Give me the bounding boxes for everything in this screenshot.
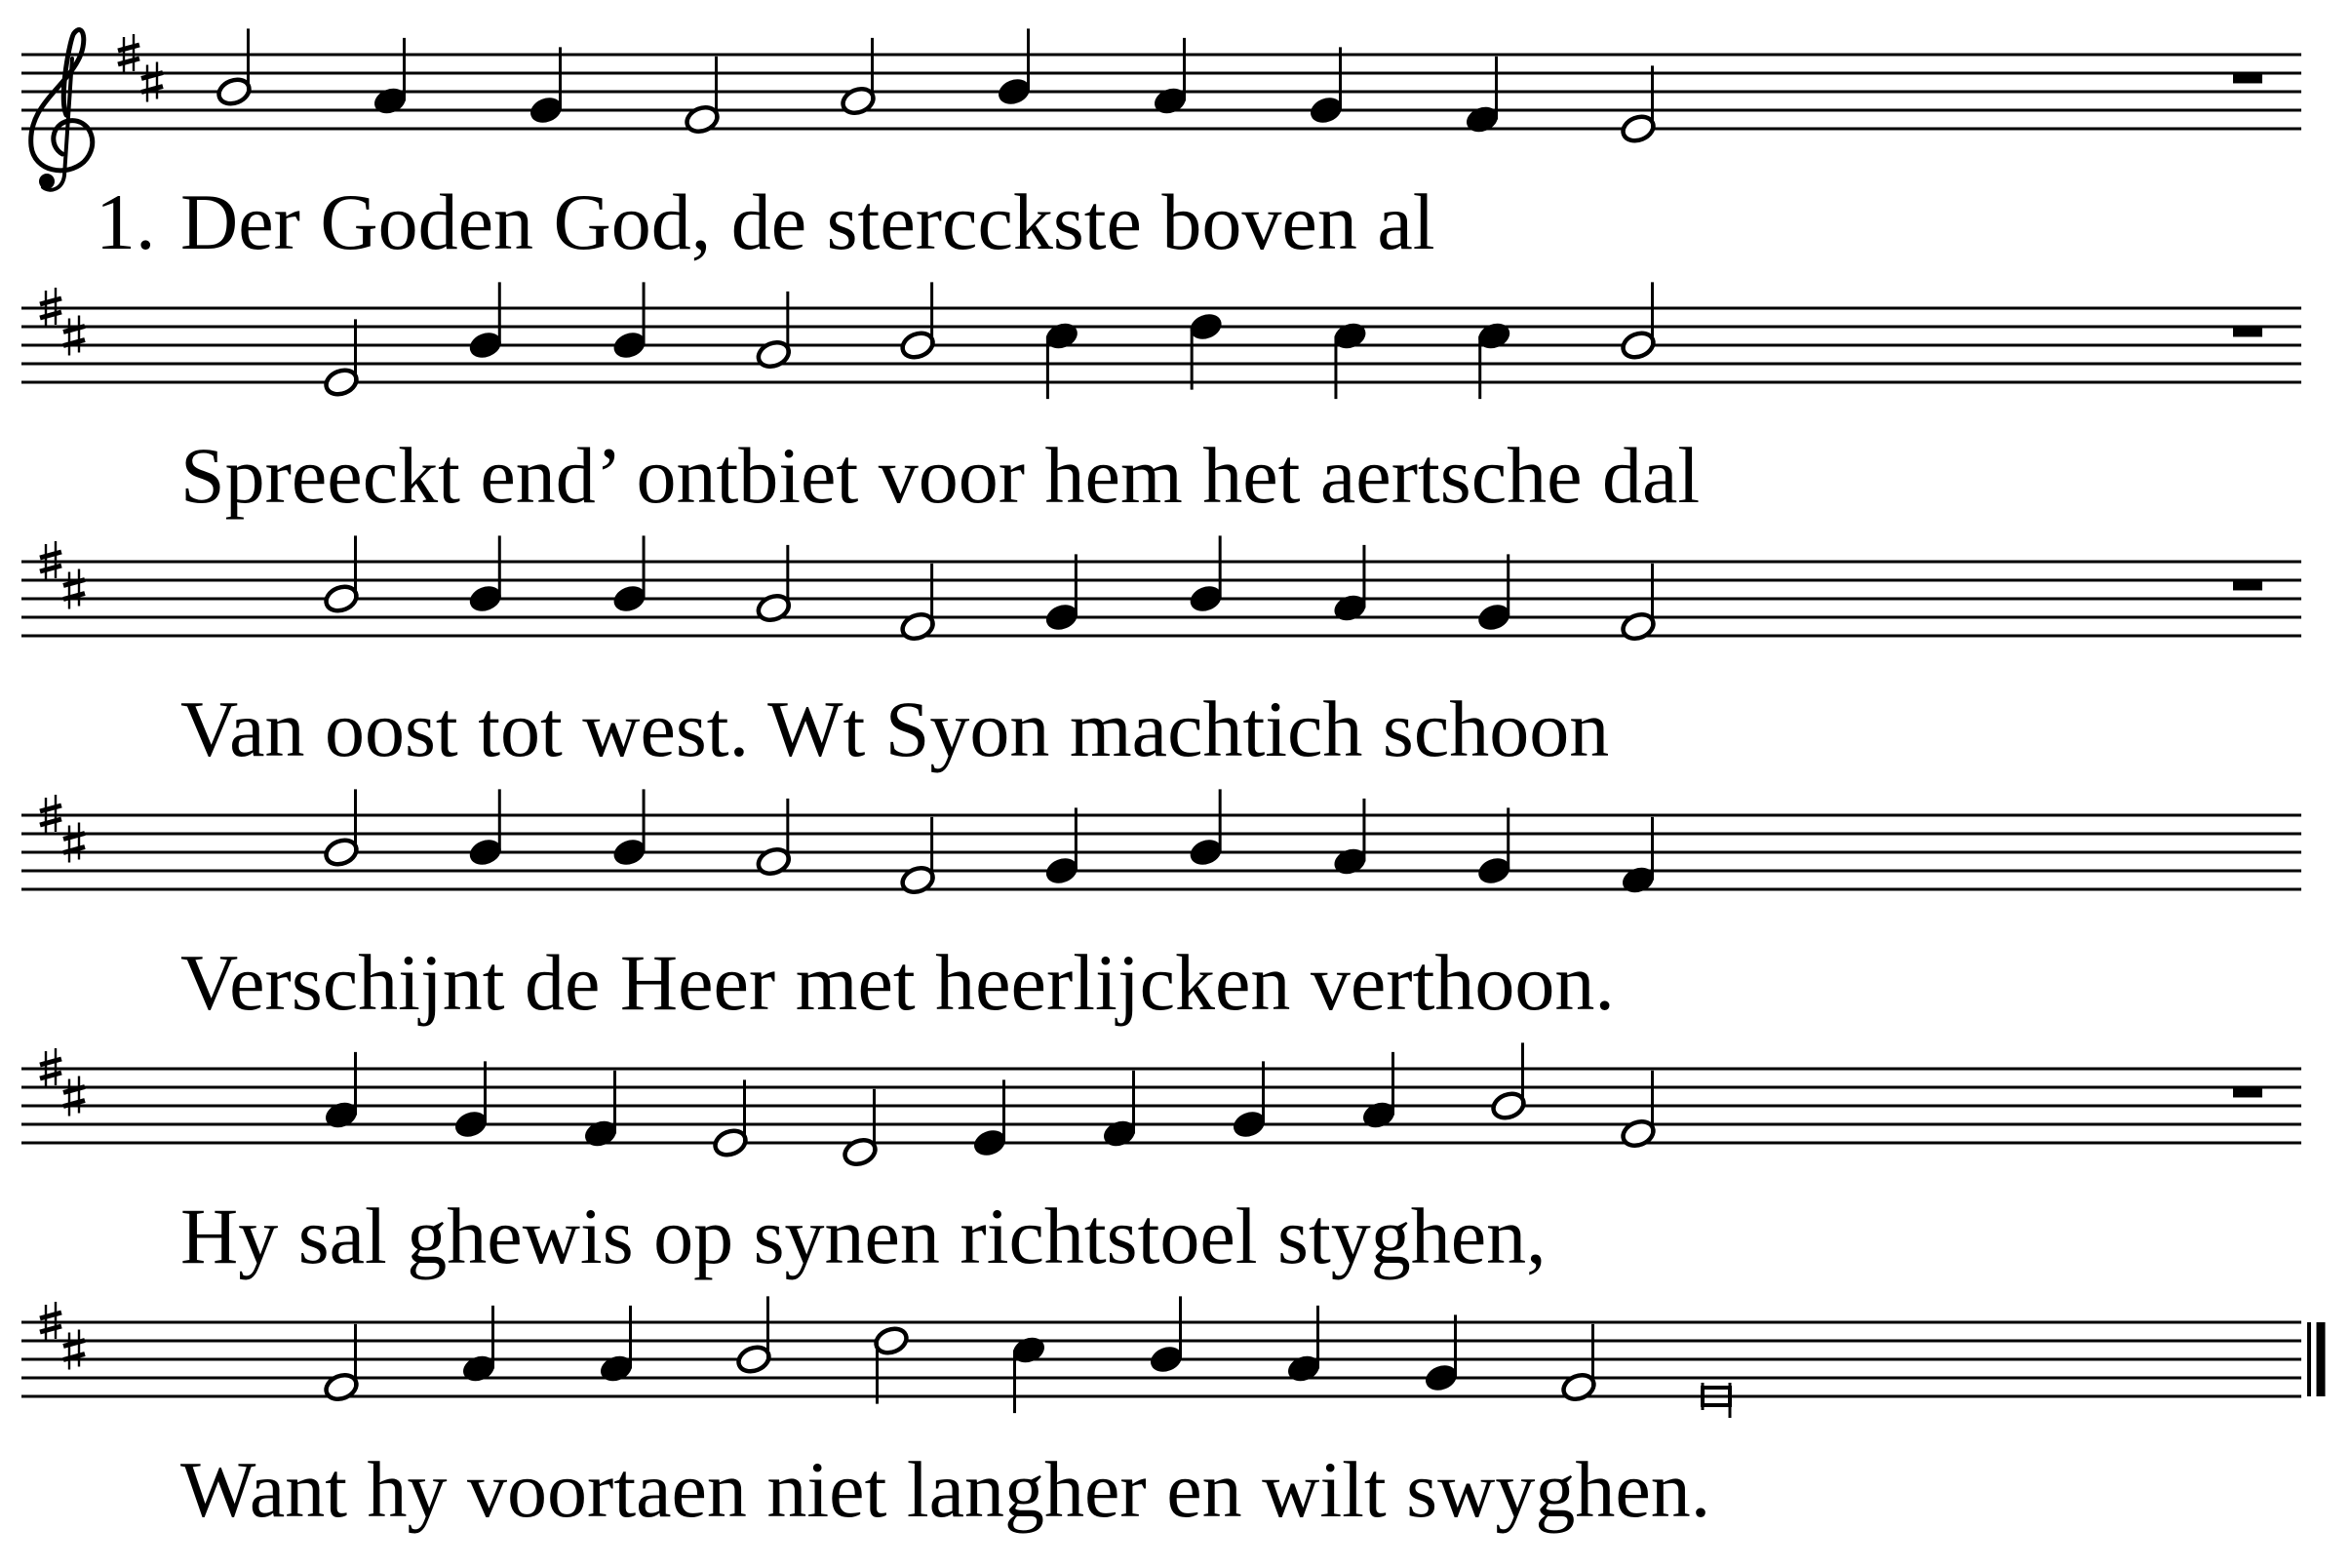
note-g4-quarter xyxy=(1043,807,1080,886)
note-b4-half xyxy=(1490,1042,1527,1121)
verse-number: 1. xyxy=(96,177,156,266)
lyric-line-1: Der Goden God, de stercckste boven al xyxy=(180,177,1435,266)
note-b4-quarter xyxy=(1188,535,1225,614)
note-b4-quarter xyxy=(467,535,504,614)
note-g4-quarter xyxy=(452,1061,490,1140)
sharp-icon xyxy=(63,569,85,609)
note-b4-quarter xyxy=(610,282,647,361)
note-b4-half xyxy=(899,282,936,361)
staff-system-6 xyxy=(21,1296,2321,1418)
note-c5-quarter xyxy=(1331,320,1368,399)
sharp-icon xyxy=(63,316,85,356)
note-f4-half xyxy=(899,564,936,643)
note-b4-quarter xyxy=(610,535,647,614)
note-b4-half xyxy=(216,28,253,107)
note-g4-quarter xyxy=(1423,1314,1460,1393)
lyric-line-5: Hy sal ghewis op synen richtstoel styghen, xyxy=(180,1192,1547,1280)
note-c5-quarter xyxy=(1475,320,1512,399)
note-g4-quarter xyxy=(528,47,565,126)
note-g4-quarter xyxy=(1043,554,1080,633)
note-f4-half xyxy=(1560,1324,1597,1403)
staff-system-4 xyxy=(21,789,2301,896)
staff-system-3 xyxy=(21,535,2301,643)
note-e4-half xyxy=(323,319,360,398)
note-f4-quarter xyxy=(1620,817,1657,896)
note-b4-quarter xyxy=(467,282,504,361)
note-f4-half xyxy=(1620,564,1657,643)
half-rest-icon xyxy=(2233,73,2262,83)
note-a4-quarter xyxy=(460,1306,497,1385)
note-e4-half xyxy=(1620,65,1657,144)
note-a4-quarter xyxy=(1285,1306,1322,1385)
note-e4-longa xyxy=(1703,1383,1730,1418)
note-c5-quarter xyxy=(1043,320,1080,399)
note-f4-quarter xyxy=(1101,1071,1138,1150)
note-e4-half xyxy=(712,1079,749,1158)
note-g4-quarter xyxy=(1231,1061,1268,1140)
lyric-line-3: Van oost tot west. Wt Syon machtich schoon xyxy=(180,685,1610,773)
note-a4-quarter xyxy=(598,1306,635,1385)
note-a4-quarter xyxy=(372,38,409,117)
note-a4-half xyxy=(755,292,792,371)
staff-system-2 xyxy=(21,282,2301,399)
note-e4-quarter xyxy=(971,1079,1008,1158)
note-b4-quarter xyxy=(996,28,1033,107)
note-f4-quarter xyxy=(1464,57,1501,136)
lyric-line-4: Verschijnt de Heer met heerlijcken verthoon. xyxy=(180,938,1615,1027)
staff-system-5 xyxy=(21,1042,2301,1168)
half-rest-icon xyxy=(2233,1087,2262,1097)
note-a4-half xyxy=(755,545,792,624)
note-f4-quarter xyxy=(582,1071,619,1150)
staff-system-1 xyxy=(21,28,2301,144)
lyric-line-2: Spreeckt end’ ontbiet voor hem het aertsche dal xyxy=(180,431,1701,520)
note-g4-quarter xyxy=(1475,554,1512,633)
note-f4-half xyxy=(684,57,721,136)
note-a4-quarter xyxy=(1331,799,1368,878)
note-b4-quarter xyxy=(1148,1296,1185,1375)
note-f4-half xyxy=(1620,1071,1657,1150)
note-b4-quarter xyxy=(467,789,504,868)
note-a4-quarter xyxy=(1331,545,1368,624)
sharp-icon xyxy=(63,1077,85,1117)
half-rest-icon xyxy=(2233,327,2262,336)
note-g4-quarter xyxy=(1308,47,1345,126)
note-g4-quarter xyxy=(1475,807,1512,886)
note-b4-quarter xyxy=(610,789,647,868)
lyric-line-6: Want hy voortaen niet langher en wilt swyghen. xyxy=(180,1445,1711,1534)
note-d5-half xyxy=(873,1324,910,1403)
half-rest-icon xyxy=(2233,580,2262,590)
note-b4-half xyxy=(735,1296,772,1375)
note-b4-half xyxy=(1620,282,1657,361)
note-b4-half xyxy=(323,535,360,614)
note-d4-half xyxy=(842,1089,879,1168)
sharp-icon xyxy=(63,823,85,863)
note-c5-quarter xyxy=(1010,1334,1047,1413)
note-b4-quarter xyxy=(1188,789,1225,868)
note-a4-half xyxy=(755,799,792,878)
note-a4-quarter xyxy=(323,1052,360,1131)
note-a4-quarter xyxy=(1152,38,1189,117)
note-b4-half xyxy=(323,789,360,868)
note-f4-half xyxy=(323,1324,360,1403)
sharp-icon xyxy=(141,62,163,102)
sharp-icon xyxy=(63,1330,85,1370)
note-f4-half xyxy=(899,817,936,896)
note-a4-half xyxy=(840,38,877,117)
note-d5-quarter xyxy=(1188,310,1225,389)
note-a4-quarter xyxy=(1360,1052,1397,1131)
